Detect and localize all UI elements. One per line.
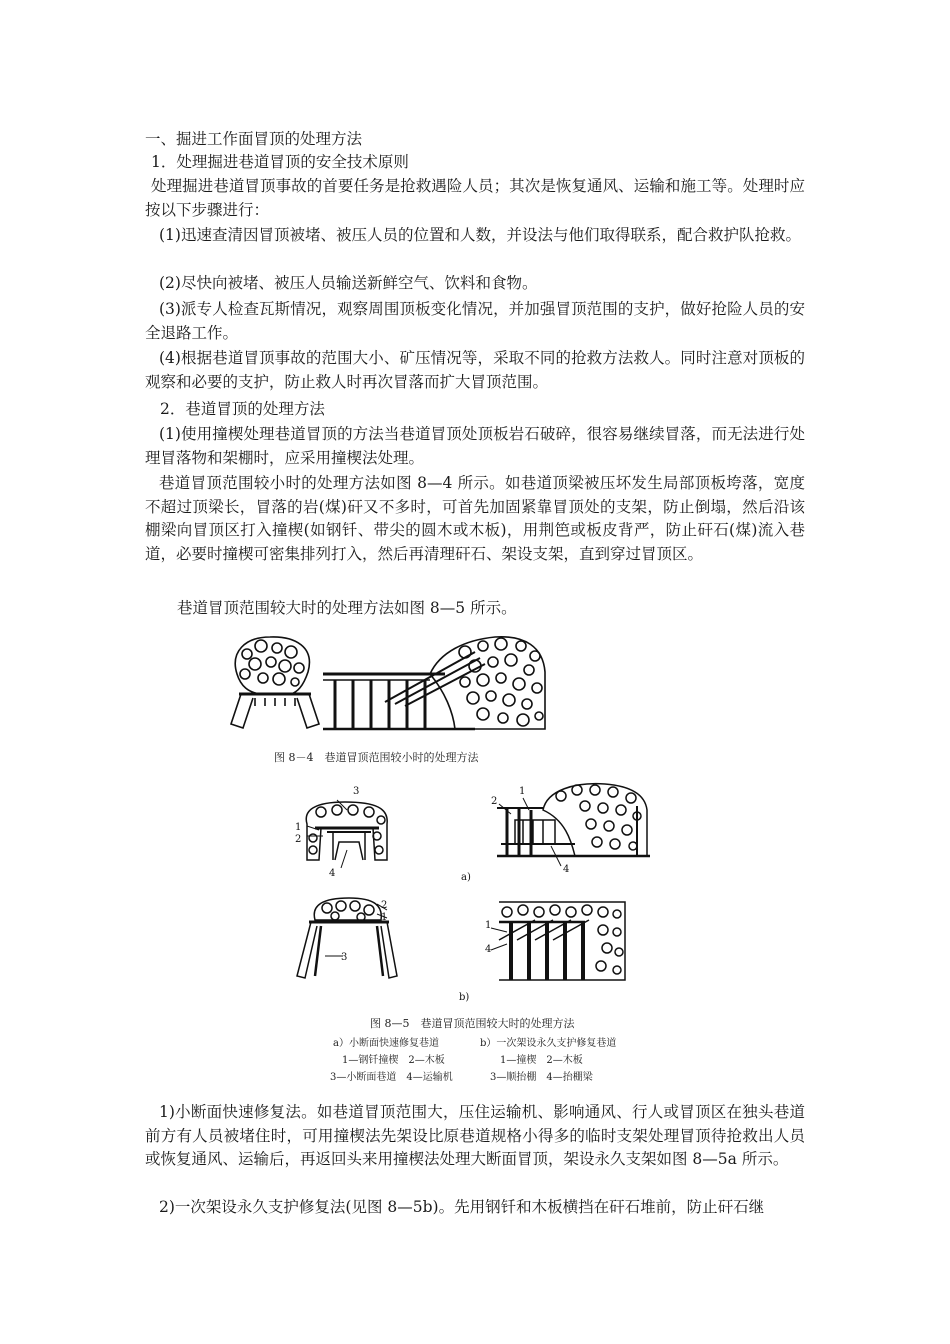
fig85-label-a: a) — [461, 872, 471, 883]
method-1-paragraph: (1)使用撞楔处理巷道冒顶的方法当巷道冒顶处顶板岩石破碎，很容易继续冒落，而无法进行处理冒落物和架棚时，应采用撞楔法处理。 — [145, 425, 805, 467]
figure-8-5a-cross-section — [306, 800, 387, 868]
step-3: (3)派专人检查瓦斯情况，观察周围顶板变化情况，并加强冒顶范围的支护，做好抢险人员的安全退路工作。 — [145, 300, 805, 342]
method-small-section-paragraph: 1)小断面快速修复法。如巷道冒顶范围大，压住运输机、影响通风、行人或冒顶区在独头巷道前方有人员被堵住时，可用撞楔法先架设比原巷道规格小得多的临时支架处理冒顶待抢救出人员或恢复通风、运输后，再返回头来用撞楔法处理大断面冒顶，架设永久支架如图 8—5a 所示。 — [145, 1103, 805, 1168]
step-1: (1)迅速查清因冒顶被堵、被压人员的位置和人数，并设法与他们取得联系，配合救护队抢救。 — [159, 226, 801, 244]
step-2: (2)尽快向被堵、被压人员输送新鲜空气、饮料和食物。 — [159, 274, 538, 292]
fig85a-num-3: 3 — [353, 786, 360, 797]
small-range-paragraph: 巷道冒顶范围较小时的处理方法如图 8—4 所示。如巷道顶梁被压坏发生局部顶板垮落，宽度不超过顶梁长，冒落的岩(煤)矸又不多时，可首先加固紧靠冒顶处的支架，防止倒塌，然后沿该棚梁向冒顶区打入撞楔(如钢钎、带尖的圆木或木板)，用荆笆或板皮背严，防止矸石(煤)流入巷道，必要时撞楔可密集排列打入，然后再清理矸石、架设支架，直到穿过冒顶区。 — [145, 474, 805, 563]
figure-8-5-illustration — [285, 780, 655, 1005]
fig85a-num-4: 4 — [329, 868, 336, 879]
fig85b-long-num-1: 1 — [485, 920, 492, 931]
subheading-principles: 1．处理掘进巷道冒顶的安全技术原则 — [151, 153, 409, 171]
cross-section-small — [231, 637, 319, 728]
section-heading: 一、掘进工作面冒顶的处理方法 — [145, 130, 363, 148]
legend-a-title: a）小断面快速修复巷道 — [333, 1038, 439, 1049]
figure-8-4-caption: 图 8－4 巷道冒顶范围较小时的处理方法 — [274, 751, 479, 764]
fig85b-long-num-4: 4 — [485, 944, 492, 955]
legend-b-title: b）一次架设永久支护修复巷道 — [480, 1038, 617, 1049]
fig85-label-b: b) — [459, 992, 470, 1003]
step-4: (4)根据巷道冒顶事故的范围大小、矿压情况等，采取不同的抢救方法救人。同时注意对顶板的观察和必要的支护，防止救人时再次冒落而扩大冒顶范围。 — [145, 349, 805, 391]
fig85a-num-2: 2 — [295, 834, 302, 845]
fig85a-long-num-2: 2 — [491, 796, 498, 807]
figure-8-5-caption: 图 8—5 巷道冒顶范围较大时的处理方法 — [370, 1017, 575, 1030]
fig85b-num-1: 1 — [381, 912, 388, 923]
fig85b-num-2: 2 — [381, 900, 388, 911]
fig85b-num-3: 3 — [341, 952, 348, 963]
longitudinal-section-small — [323, 637, 545, 729]
fig85a-long-num-4: 4 — [563, 864, 570, 875]
fig85a-long-num-1: 1 — [519, 786, 526, 797]
legend-b-line-2: 3—顺抬棚 4—抬棚梁 — [490, 1072, 593, 1083]
figure-8-4-illustration — [225, 632, 550, 742]
intro-paragraph: 处理掘进巷道冒顶事故的首要任务是抢救遇险人员；其次是恢复通风、运输和施工等。处理时应按以下步骤进行： — [145, 177, 805, 219]
subheading-methods: 2．巷道冒顶的处理方法 — [160, 400, 325, 418]
figure-8-5b-longitudinal — [491, 902, 625, 980]
legend-a-line-2: 3—小断面巷道 4—运输机 — [330, 1072, 453, 1083]
legend-a-line-1: 1—钢钎撞楔 2—木板 — [342, 1055, 445, 1066]
method-permanent-support-paragraph: 2)一次架设永久支护修复法(见图 8—5b)。先用钢钎和木板横挡在矸石堆前，防止矸石继 — [159, 1198, 765, 1216]
legend-b-line-1: 1—撞楔 2—木板 — [500, 1055, 583, 1066]
fig85a-num-1: 1 — [295, 822, 302, 833]
large-range-paragraph: 巷道冒顶范围较大时的处理方法如图 8—5 所示。 — [177, 599, 517, 617]
